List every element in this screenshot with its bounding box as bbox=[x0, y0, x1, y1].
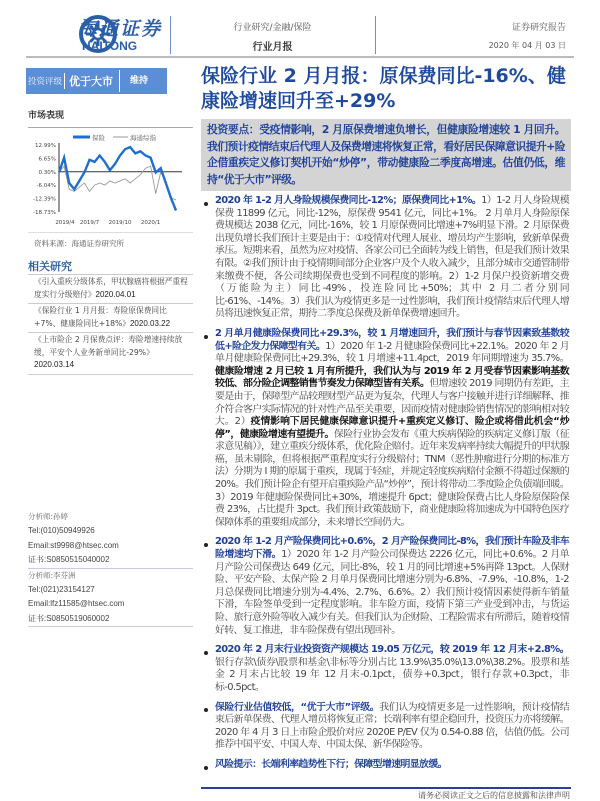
divider bbox=[28, 232, 193, 233]
report-category: 行业研究/金融/保险 bbox=[233, 23, 312, 33]
logo-text-cn: 海通证券 bbox=[78, 18, 163, 40]
bullet-text: 银行存款\债券\股票和基金\非标等分别占比 13.9%\35.0%\13.0%\38.2%。股票和基金 2 月末占比较 19 年 12 月末-0.1pct，债券+0.3pct，银行存款+0.3pct，非标-0.5pct。 bbox=[215, 656, 569, 693]
divider bbox=[28, 127, 193, 128]
header-divider bbox=[375, 16, 376, 54]
analyst-card bbox=[28, 510, 193, 569]
related-title[interactable]: 《上市险企 2 月保费点评：寿险增速持续放缓，平安个人业务新单同比-29%》 bbox=[34, 335, 183, 357]
bullet-text: 但增速较 2019 同期仍有差距，主要是由于，保障型产品较理财型产品更为复杂，代理人与客户接触并进行详细解释、推介符合客户实际情况的针对性产品至关重要，因而疫情对健康险销售情况的影响相对较大。2） bbox=[215, 378, 569, 428]
rating-bar bbox=[26, 68, 167, 94]
analyst-card bbox=[28, 569, 193, 628]
x-tick-label: 2020/1 bbox=[140, 220, 161, 226]
bullet-text: 1）2020 年 1-2 月产险公司保费达 2226 亿元，同比+0.6%。2 月单月产险公司保费达 649 亿元，同比-8%，较 1 月的同比增速+5%再降 13pct。人保财险、平安产险、太保产险 2 月单月保费同比增速分别为-6.8%、-7.9%、-10.8%，1-2 月总保费同比增速分别为-4.4%、2.7%、6.6%。2）我们预计疫情因素使得新车销量下滑，车险签单受到一定程度影响。非车险方面，疫情下第三产业受到冲击，与货运险、旅行意外险等收入减少有关。但我们认为企财险、工程险需求有所滞后，随着疫情好转、复工推进，非车险保费有望出现回补。 bbox=[215, 549, 569, 636]
related-item[interactable] bbox=[28, 274, 193, 303]
bullet-lead: 2 月单月健康险保费同比+29.3%，较 1 月增速回升，我们预计与春节因素致基数较低+险企发力保障型有关。 bbox=[215, 327, 569, 352]
y-tick-label: 12.99% bbox=[35, 143, 56, 149]
bullet-point bbox=[201, 644, 569, 694]
main-column bbox=[201, 64, 571, 779]
bullet-point bbox=[201, 702, 569, 752]
related-date: 2020.04.01 bbox=[95, 289, 136, 299]
bullet-lead: 2020 年 1-2 月产险保费同比+0.6%，2 月产险保费同比-8%，我们预计车险及非车险增速均下滑。 bbox=[215, 536, 569, 561]
risk-warning: 风险提示：长端利率趋势性下行；保障型增速明显放缓。 bbox=[215, 758, 447, 770]
bullet-point bbox=[201, 195, 569, 321]
market-heading: 市场表现 bbox=[28, 111, 65, 121]
related-item[interactable] bbox=[28, 303, 193, 332]
analyst-info bbox=[28, 510, 193, 627]
bullet-bold-text: 健康险增速 2 月已较 1 月有所提升，我们认为与 2019 年 2 月受春节因素影响基数较低、部分险企调整销售节奏发力保障型皆有关系。 bbox=[215, 365, 569, 390]
report-body bbox=[201, 195, 569, 772]
analyst-email[interactable]: Email:st9998@htsec.com bbox=[28, 540, 119, 550]
related-research-list bbox=[28, 274, 193, 375]
bullet-point bbox=[201, 759, 569, 772]
legend-label: 保险 bbox=[92, 134, 105, 142]
y-tick-label: -18.73% bbox=[33, 210, 56, 216]
x-tick-label: 2019/4 bbox=[55, 220, 75, 226]
legend-label: 海通综指 bbox=[130, 134, 156, 142]
page-title: 保险行业 2 月月报：原保费同比-16%、健康险增速回升至+29% bbox=[201, 65, 566, 112]
bullet-text: 保险行业协会发布《重大疾病保险的疾病定义修订版（征求意见稿）》，建立重疾分级体系，优化险企赔付。近年来发病率持续大幅提升的甲状腺癌，虽未剔除，但将根据严重程度实行分级赔付；TNM（恶性肿瘤进行分期的标准方法）分期为 I 期的原属于重疾，现属于轻症，并规定轻度疾病赔付金额不得超过保额的 20%。我们预计险企有望开启重疾险产品“炒停”，预计将带动二季度险企负债端回暖。3）2019 年健康险保费同比+30%，增速提升 6pct；健康险保费占比人身险原保险保费 23%，占比提升 3pct。我们预计政策鼓励下，商业健康险将加速成为中国特色医疗保障体系的重要组成部分，未来增长空间仍大。 bbox=[215, 428, 569, 528]
doc-type: 证券研究报告 bbox=[511, 23, 566, 33]
x-tick-label: 2019/7 bbox=[79, 220, 100, 226]
bullet-text: 我们认为疫情更多是一过性影响，预计疫情结束后新单保费、代理人增员将恢复正常；长端利率有望企稳回升，投资压力亦将缓解。2020 年 4 月 3 日上市险企股价对应 2020E P/EV 仅为 0.54-0.88 倍，估值仍低。公司推荐中国平安、中国人寿、中国太保、新华保险等。 bbox=[215, 701, 569, 751]
rating-label: 投资评级 bbox=[28, 77, 63, 87]
y-tick-label: -6.04% bbox=[36, 183, 56, 190]
bullet-text: 1）2020 年 1-2 月健康险保费同比+22.1%。2020 年 2 月单月健康险保费同比+29.3%，较 1 月增速+11.4pct，2019 年同期增速为 35.7%。 bbox=[215, 340, 569, 365]
related-title[interactable]: 《引入重疾分级体系，甲状腺癌将根据严重程度实行分级赔付》 bbox=[34, 277, 188, 299]
logo-text-en: HAITONG bbox=[82, 39, 138, 53]
x-tick-label: 2019/10 bbox=[108, 220, 132, 226]
chart-legend bbox=[73, 133, 157, 142]
analyst-tel: Tel:(010)50949926 bbox=[28, 526, 95, 536]
footer-disclaimer[interactable]: 请务必阅读正文之后的信息披露和法律声明 bbox=[418, 791, 570, 800]
analyst-name: 分析师:李芬洲 bbox=[28, 570, 76, 580]
rating-status: 维持 bbox=[119, 70, 148, 92]
related-research-heading: 相关研究 bbox=[28, 260, 72, 273]
report-type: 行业月报 bbox=[252, 42, 293, 53]
related-item[interactable] bbox=[28, 332, 193, 375]
rating-value: 优于大市 bbox=[64, 73, 117, 89]
bullet-text: 1）1-2 月人身险规模保费 11899 亿元，同比-12%，原保费 9541 亿元，同比+1%。 2 月单月人身险原保费规模达 2038 亿元，同比-16%，较 1 月原保费同比增速+7%明显下滑。2 月原保费出现负增长我们预计主要是由于：①疫情对代理人展业、增员均产生影响，致新单保费承压。短期来看，虽然为应对疫情、各家公司已全面转为线上销售，但是我们预计效果有限。②我们预计由于疫情期间部分企业客户及个人收入减少，且部分城市交通管制带来缴费不便，各公司续期保费也受到不同程度的影响。2）1-2 月保户投资新增交费（万能险为主）同比-49%，投连险同比+50%；其中 2 月二者分别同比-61%、-14%。3）我们认为疫情更多是一过性影响，我们预计疫情结束后代理人增员将迅速恢复正常，期待二季度总保费及新单保费增速回升。 bbox=[215, 195, 569, 320]
y-tick-label: 6.65% bbox=[38, 156, 56, 163]
analyst-cert: 证书:S0850519060002 bbox=[28, 613, 110, 623]
bullet-point bbox=[201, 536, 569, 637]
bullet-lead: 保险行业估值较低，“优于大市”评级。 bbox=[215, 701, 380, 713]
series-line-insurance bbox=[59, 147, 176, 210]
bullet-point bbox=[201, 328, 569, 530]
bullet-bold-text: 疫情影响下居民健康保障意识提升+重疾定义修订、险企或将借此机会“炒停”，健康险增速有望提升。 bbox=[215, 416, 569, 440]
y-tick-label: -12.39% bbox=[33, 196, 56, 203]
analyst-email[interactable]: Email:lfz11585@htsec.com bbox=[28, 599, 125, 609]
market-chart bbox=[28, 130, 193, 230]
analyst-cert: 证书:S0850515040002 bbox=[28, 555, 110, 565]
investment-summary: 投资要点：受疫情影响，2 月原保费增速负增长，但健康险增速较 1 月回升。我们预计疫情结束后代理人及保费增速将恢复正常，看好居民保障意识提升+险企借重疾定义修订契机开始“炒停”，带动健康险二季度高增速。估值仍低，维持“优于大市”评级。 bbox=[201, 119, 571, 191]
report-date: 2020 年 04 月 03 日 bbox=[488, 41, 566, 50]
header-rule bbox=[26, 56, 574, 58]
y-tick-label: 0.30% bbox=[38, 169, 56, 176]
related-date: 2020.03.14 bbox=[34, 360, 75, 369]
chart-source: 资料来源：海通证券研究所 bbox=[34, 239, 124, 248]
analyst-name: 分析师:孙婷 bbox=[28, 512, 69, 521]
bullet-lead: 2020 年 1-2 月人身险规模保费同比-12%；原保费同比+1%。 bbox=[215, 195, 482, 206]
related-title[interactable]: 《保险行业 1 月月报：寿险原保费同比+7%、健康险同比+18%》 bbox=[34, 306, 167, 328]
analyst-tel: Tel:(021)23154127 bbox=[28, 585, 95, 595]
bullet-lead: 2020 年 2 月末行业投资资产规模达 19.05 万亿元，较 2019 年 12 月末+2.8%。 bbox=[215, 644, 569, 656]
related-date: 2020.03.22 bbox=[129, 318, 171, 328]
